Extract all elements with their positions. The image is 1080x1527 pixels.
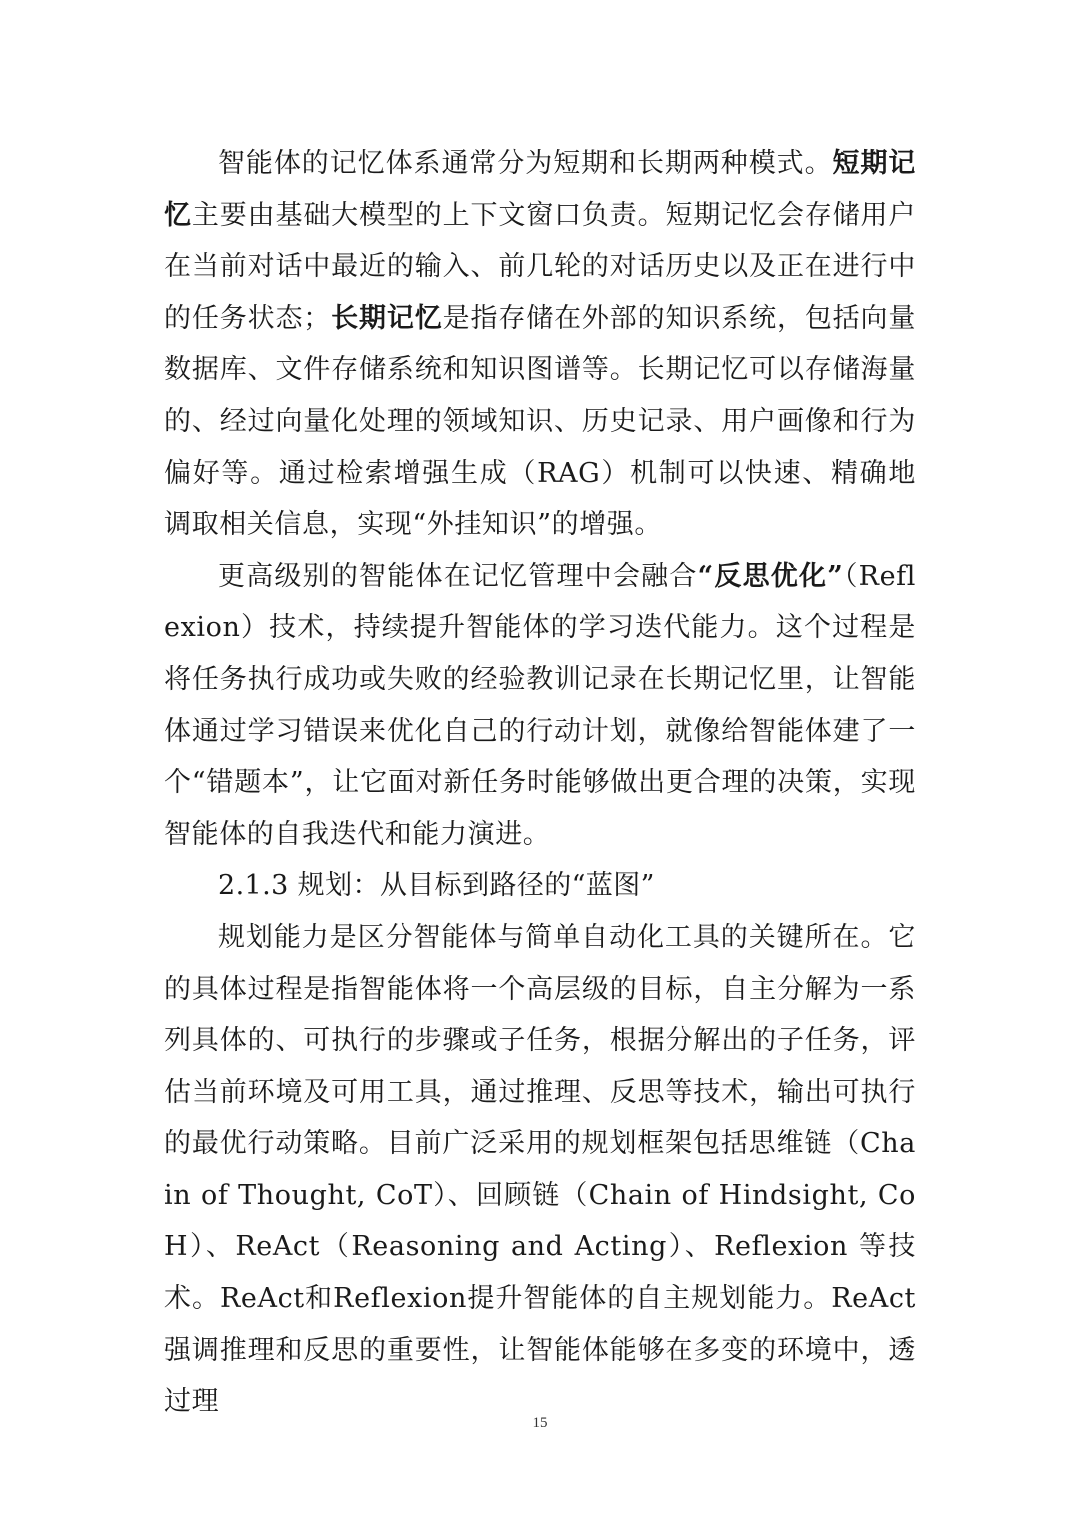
section-heading-planning: 2.1.3 规划：从目标到路径的“蓝图” — [218, 870, 655, 902]
paragraph-memory-intro: 智能体的记忆体系通常分为短期和长期两种模式。 — [218, 148, 833, 179]
term-short-term-memory: 短期记忆 — [164, 148, 916, 231]
paragraph-reflexion-intro: 更高级别的智能体在记忆管理中会融合 — [218, 560, 698, 592]
page-content — [164, 138, 916, 1428]
paragraph-planning: 规划能力是区分智能体与简单自动化工具的关键所在。它的具体过程是指智能体将一个高层级的目标，自主分解为一系列具体的、可执行的步骤或子任务，根据分解出的子任务，评估当前环境及可用工具，通过推理、反思等技术，输出可执行的最优行动策略。目前广泛采用的规划框架包括思维链（Chain of Thought, CoT）、回顾链（Chain of Hindsight, CoH）、ReAct（Reasoning and Acting）、Reflexion 等技术。ReAct和Reflexion提升智能体的自主规划能力。ReAct强调推理和反思的重要性，让智能体能够在多变的环境中，透过理 — [164, 921, 916, 1418]
term-long-term-memory: 长期记忆 — [330, 302, 443, 334]
paragraph-memory-long-desc: 是指存储在外部的知识系统，包括向量数据库、文件存储系统和知识图谱等。长期记忆可以存储海量的、经过向量化处理的领域知识、历史记录、用户画像和行为偏好等。通过检索增强生成（RAG）机制可以快速、精确地调取相关信息，实现“外挂知识”的增强。 — [164, 302, 916, 541]
page-number: 15 — [532, 1415, 548, 1431]
paragraph-memory — [164, 138, 916, 551]
paragraph-reflexion-desc: （Reflexion）技术，持续提升智能体的学习迭代能力。这个过程是将任务执行成功或失败的经验教训记录在长期记忆里，让智能体通过学习错误来优化自己的行动计划，就像给智能体建了一个“错题本”，让它面对新任务时能够做出更合理的决策，实现智能体的自我迭代和能力演进。 — [164, 560, 917, 850]
paragraph-reflexion — [164, 551, 916, 861]
term-reflexion: “反思优化” — [697, 560, 844, 592]
paragraph-memory-short-desc: 主要由基础大模型的上下文窗口负责。短期记忆会存储用户在当前对话中最近的输入、前几轮的对话历史以及正在进行中的任务状态； — [164, 199, 916, 334]
